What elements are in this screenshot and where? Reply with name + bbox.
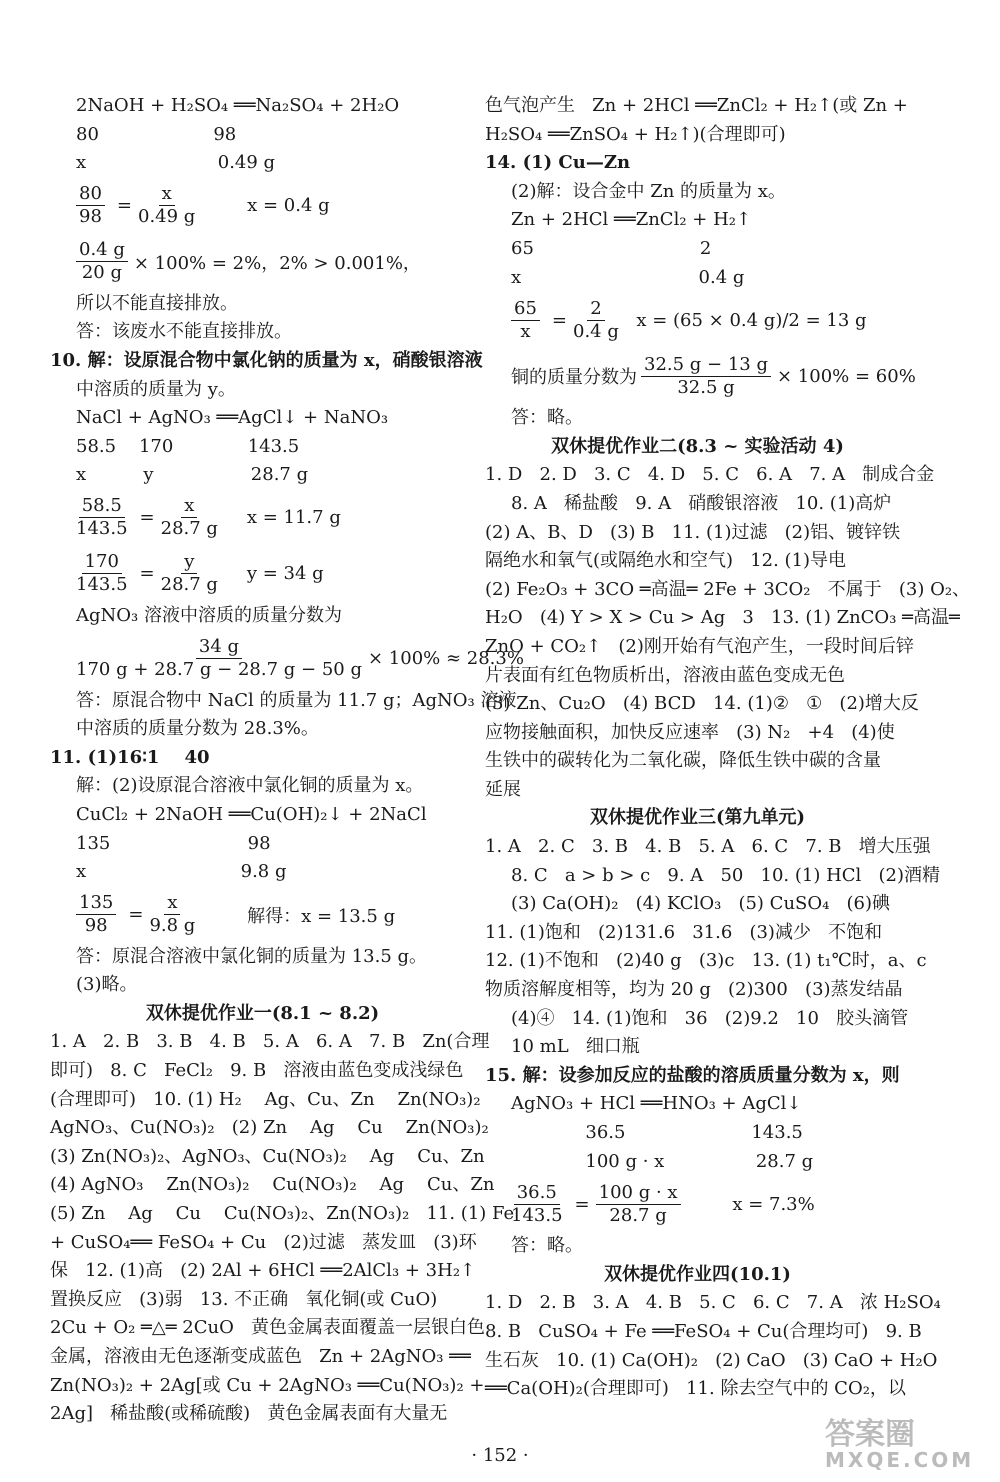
text-line: 答：略。 — [511, 1235, 583, 1257]
fraction — [76, 495, 128, 540]
equals-sign: = — [551, 309, 567, 331]
section-heading: 双休提优作业二(8.3 ~ 实验活动 4) — [551, 435, 844, 457]
text-line: AgNO₃、Cu(NO₃)₂ (2) Zn Ag Cu Zn(NO₃)₂ — [50, 1117, 489, 1139]
numerator: x — [181, 495, 197, 518]
numerator: 80 — [76, 183, 105, 206]
denominator: 9.8 g — [149, 915, 196, 937]
numerator: 58.5 — [79, 495, 125, 518]
numerator: y — [181, 551, 197, 574]
fraction-result: × 100% ≈ 28.3% — [367, 648, 524, 670]
text-line: H₂SO₄ ══ZnSO₄ + H₂↑)(合理即可) — [485, 123, 786, 145]
fraction-result: x = 11.7 g — [223, 507, 341, 529]
text-line: 2NaOH + H₂SO₄ ══Na₂SO₄ + 2H₂O — [76, 95, 400, 116]
fraction-line — [50, 546, 475, 602]
text-line: (2) Fe₂O₃ + 3CO ═高温═ 2Fe + 3CO₂ 不属于 (3) O₂、 — [485, 578, 971, 600]
text-line: (4) AgNO₃ Zn(NO₃)₂ Cu(NO₃)₂ Ag Cu、Zn — [50, 1174, 495, 1196]
denominator: x — [520, 320, 531, 342]
text-line: 15. 解：设参加反应的盐酸的溶质质量分数为 x，则 — [485, 1064, 900, 1086]
numerator: 65 — [511, 298, 540, 321]
denominator: 143.5 — [76, 574, 128, 596]
text-line: AgNO₃ 溶液中溶质的质量分数为 — [76, 604, 342, 626]
fraction-result: 解得：x = 13.5 g — [201, 905, 396, 927]
equals-sign: = — [116, 195, 132, 217]
text-line: Zn(NO₃)₂ + 2Ag[或 Cu + 2AgNO₃ ══Cu(NO₃)₂ + — [50, 1374, 485, 1396]
text-line: 135 98 — [76, 832, 271, 854]
text-line: (3) Zn、Cu₂O (4) BCD 14. (1)② ① (2)增大反 — [485, 693, 919, 715]
numerator: 135 — [76, 892, 116, 915]
section-heading: 双休提优作业四(10.1) — [604, 1263, 791, 1285]
text-line: 应物接触面积，加快反应速率 (3) N₂ +4 (4)使 — [485, 721, 895, 743]
text-line: 8. B CuSO₄ + Fe ══FeSO₄ + Cu(合理均可) 9. B — [485, 1320, 922, 1342]
denominator: 28.7 g — [609, 1204, 667, 1226]
text-line: 10. 解：设原混合物中氯化钠的质量为 x，硝酸银溶液 — [50, 349, 483, 371]
text-line: 生石灰 10. (1) Ca(OH)₂ (2) CaO (3) CaO + H₂O — [485, 1349, 938, 1371]
fraction-line — [50, 631, 524, 687]
right-column — [485, 92, 971, 1404]
fraction — [511, 298, 540, 343]
fraction — [76, 636, 362, 681]
numerator: 170 — [82, 551, 122, 574]
denominator: 170 g + 28.7 g − 28.7 g − 50 g — [76, 659, 362, 681]
text-line: 答：原混合溶液中氯化铜的质量为 13.5 g。 — [76, 945, 428, 967]
text-line: ZnO + CO₂↑ (2)刚开始有气泡产生，一段时间后锌 — [485, 635, 914, 657]
text-line: x y 28.7 g — [76, 464, 309, 486]
page-number: · 152 · — [471, 1445, 529, 1466]
text-line: (3) Zn(NO₃)₂、AgNO₃、Cu(NO₃)₂ Ag Cu、Zn — [50, 1145, 485, 1167]
text-line: 36.5 143.5 — [511, 1122, 803, 1143]
text-line: 金属，溶液由无色逐渐变成蓝色 Zn + 2AgNO₃ ══ — [50, 1346, 471, 1367]
text-line: 12. (1)不饱和 (2)40 g (3)c 13. (1) t₁℃时，a、c — [485, 950, 927, 972]
numerator: 100 g · x — [596, 1182, 681, 1205]
numerator: 34 g — [196, 636, 242, 659]
text-line: 中溶质的质量分数为 28.3%。 — [76, 718, 319, 740]
text-line: 隔绝水和氧气(或隔绝水和空气) 12. (1)导电 — [485, 550, 847, 572]
fraction-line — [50, 490, 475, 546]
fraction — [161, 495, 218, 540]
text-line: 1. D 2. B 3. A 4. B 5. C 6. C 7. A 浓 H₂SO₄ — [485, 1292, 941, 1314]
text-line: 80 98 — [76, 123, 237, 145]
text-line: (3) Ca(OH)₂ (4) KClO₃ (5) CuSO₄ (6)碘 — [511, 893, 891, 915]
fraction-result: x = 0.4 g — [201, 195, 330, 217]
text-line: (5) Zn Ag Cu Cu(NO₃)₂、Zn(NO₃)₂ 11. (1) Fe — [50, 1203, 515, 1225]
text-line: 置换反应 (3)弱 13. 不正确 氧化铜(或 CuO) — [50, 1288, 438, 1310]
fraction-line — [50, 234, 475, 290]
fraction-line — [50, 178, 475, 234]
fraction — [76, 892, 116, 937]
text-line: (2) A、B、D (3) B 11. (1)过滤 (2)铝、镀锌铁 — [485, 521, 901, 543]
text-line: 58.5 170 143.5 — [76, 435, 300, 457]
text-line: (2)解：设合金中 Zn 的质量为 x。 — [511, 180, 786, 202]
numerator: 0.4 g — [76, 239, 128, 262]
fraction — [76, 239, 128, 284]
text-line: 8. C a > b > c 9. A 50 10. (1) HCl (2)酒精 — [511, 864, 940, 886]
text-line: CuCl₂ + 2NaOH ══Cu(OH)₂↓ + 2NaCl — [76, 803, 427, 825]
text-line: 中溶质的质量为 y。 — [76, 378, 236, 400]
fraction-result: x = 7.3% — [686, 1193, 815, 1215]
text-line: x 9.8 g — [76, 861, 287, 883]
text-line: 10 mL 细口瓶 — [511, 1036, 640, 1058]
fraction — [161, 551, 218, 596]
denominator: 28.7 g — [160, 574, 218, 596]
numerator: 36.5 — [514, 1182, 560, 1205]
text-line: x 0.4 g — [511, 266, 745, 288]
text-line: 答：略。 — [511, 407, 583, 429]
text-line: 色气泡产生 Zn + 2HCl ══ZnCl₂ + H₂↑(或 Zn + — [485, 95, 908, 116]
fraction-line — [485, 348, 916, 404]
text-line: 11. (1)饱和 (2)131.6 31.6 (3)减少 不饱和 — [485, 921, 883, 943]
fraction — [573, 298, 619, 343]
denominator: 143.5 — [76, 518, 128, 540]
denominator: 98 — [84, 915, 108, 937]
fraction-result: × 100% = 60% — [777, 365, 916, 387]
denominator: 28.7 g — [160, 518, 218, 540]
fraction-result: x = (65 × 0.4 g)/2 = 13 g — [624, 309, 867, 331]
text-line: x 0.49 g — [76, 152, 276, 174]
fraction-result: y = 34 g — [223, 563, 324, 585]
numerator: 32.5 g − 13 g — [641, 354, 771, 377]
denominator: 32.5 g — [677, 376, 735, 398]
text-line: (4)④ 14. (1)饱和 36 (2)9.2 10 胶头滴管 — [511, 1007, 909, 1029]
text-line: 片表面有红色物质析出，溶液由蓝色变成无色 — [485, 664, 845, 686]
equals-sign: = — [128, 904, 144, 926]
denominator: 0.4 g — [573, 320, 619, 342]
text-line: 2Cu + O₂ ═△═ 2CuO 黄色金属表面覆盖一层银白色 — [50, 1317, 486, 1339]
text-line: 所以不能直接排放。 — [76, 292, 238, 314]
fraction-line — [485, 1176, 910, 1232]
fraction — [138, 183, 195, 228]
fraction — [149, 892, 195, 937]
text-line: Zn + 2HCl ══ZnCl₂ + H₂↑ — [511, 209, 752, 231]
text-line: 延展 — [485, 778, 521, 800]
text-line: ══Ca(OH)₂(合理即可) 11. 除去空气中的 CO₂，以 — [485, 1378, 906, 1400]
text-line: 物质溶解度相等，均为 20 g (2)300 (3)蒸发结晶 — [485, 979, 903, 1001]
text-line: 1. A 2. C 3. B 4. B 5. A 6. C 7. B 增大压强 — [485, 836, 931, 858]
denominator: 98 — [79, 206, 102, 228]
equals-sign: = — [139, 563, 155, 585]
text-line: NaCl + AgNO₃ ══AgCl↓ + NaNO₃ — [76, 407, 389, 429]
fraction — [511, 1182, 563, 1227]
text-line: 1. A 2. B 3. B 4. B 5. A 6. A 7. B Zn(合理 — [50, 1031, 490, 1053]
text-line: 答：该废水不能直接排放。 — [76, 321, 292, 343]
text-line: (合理即可) 10. (1) H₂ Ag、Cu、Zn Zn(NO₃)₂ — [50, 1088, 481, 1110]
text-line: 答：原混合物中 NaCl 的质量为 11.7 g；AgNO₃ 溶液 — [76, 689, 517, 711]
text-line: 解：(2)设原混合溶液中氯化铜的质量为 x。 — [76, 775, 424, 797]
equals-sign: = — [139, 507, 155, 529]
numerator: x — [164, 892, 180, 915]
fraction — [596, 1182, 681, 1227]
text-line: + CuSO₄══ FeSO₄ + Cu (2)过滤 蒸发皿 (3)环 — [50, 1231, 477, 1253]
section-heading: 双休提优作业三(第九单元) — [589, 807, 806, 829]
equals-sign: = — [574, 1193, 590, 1215]
fraction — [641, 354, 771, 399]
fraction — [76, 551, 128, 596]
text-line: 8. A 稀盐酸 9. A 硝酸银溶液 10. (1)高炉 — [511, 492, 892, 514]
denominator: 0.49 g — [138, 206, 196, 228]
denominator: 20 g — [81, 262, 123, 284]
fraction — [76, 183, 105, 228]
text-line: 11. (1)16∶1 40 — [50, 746, 210, 768]
denominator: 143.5 — [511, 1204, 563, 1226]
fraction-result: × 100% = 2%，2% > 0.001%， — [133, 252, 421, 274]
numerator: x — [159, 183, 175, 206]
fraction-prefix: 铜的质量分数为 — [511, 367, 637, 389]
text-line: 100 g · x 28.7 g — [511, 1150, 814, 1172]
text-line: 保 12. (1)高 (2) 2Al + 6HCl ══2AlCl₃ + 3H₂↑ — [50, 1260, 476, 1282]
numerator: 2 — [587, 298, 604, 321]
text-line: 65 2 — [511, 237, 712, 259]
section-heading: 双休提优作业一(8.1 ~ 8.2) — [145, 1002, 380, 1024]
text-line: 14. (1) Cu—Zn — [485, 152, 631, 174]
text-line: (3)略。 — [76, 974, 138, 996]
text-line: 生铁中的碳转化为二氧化碳，降低生铁中碳的含量 — [485, 750, 881, 772]
text-line: 2Ag] 稀盐酸(或稀硫酸) 黄色金属表面有大量无 — [50, 1403, 448, 1425]
text-line: 1. D 2. D 3. C 4. D 5. C 6. A 7. A 制成合金 — [485, 464, 935, 486]
text-line: 即可) 8. C FeCl₂ 9. B 溶液由蓝色变成浅绿色 — [50, 1060, 464, 1082]
fraction-line — [50, 887, 475, 943]
watermark-logo: 答案圈 MXQE.COM — [825, 1417, 975, 1472]
text-line: H₂O (4) Y > X > Cu > Ag 3 13. (1) ZnCO₃ ═高温═ — [485, 607, 960, 629]
fraction-line — [485, 292, 910, 348]
text-line: AgNO₃ + HCl ══HNO₃ + AgCl↓ — [511, 1093, 802, 1115]
